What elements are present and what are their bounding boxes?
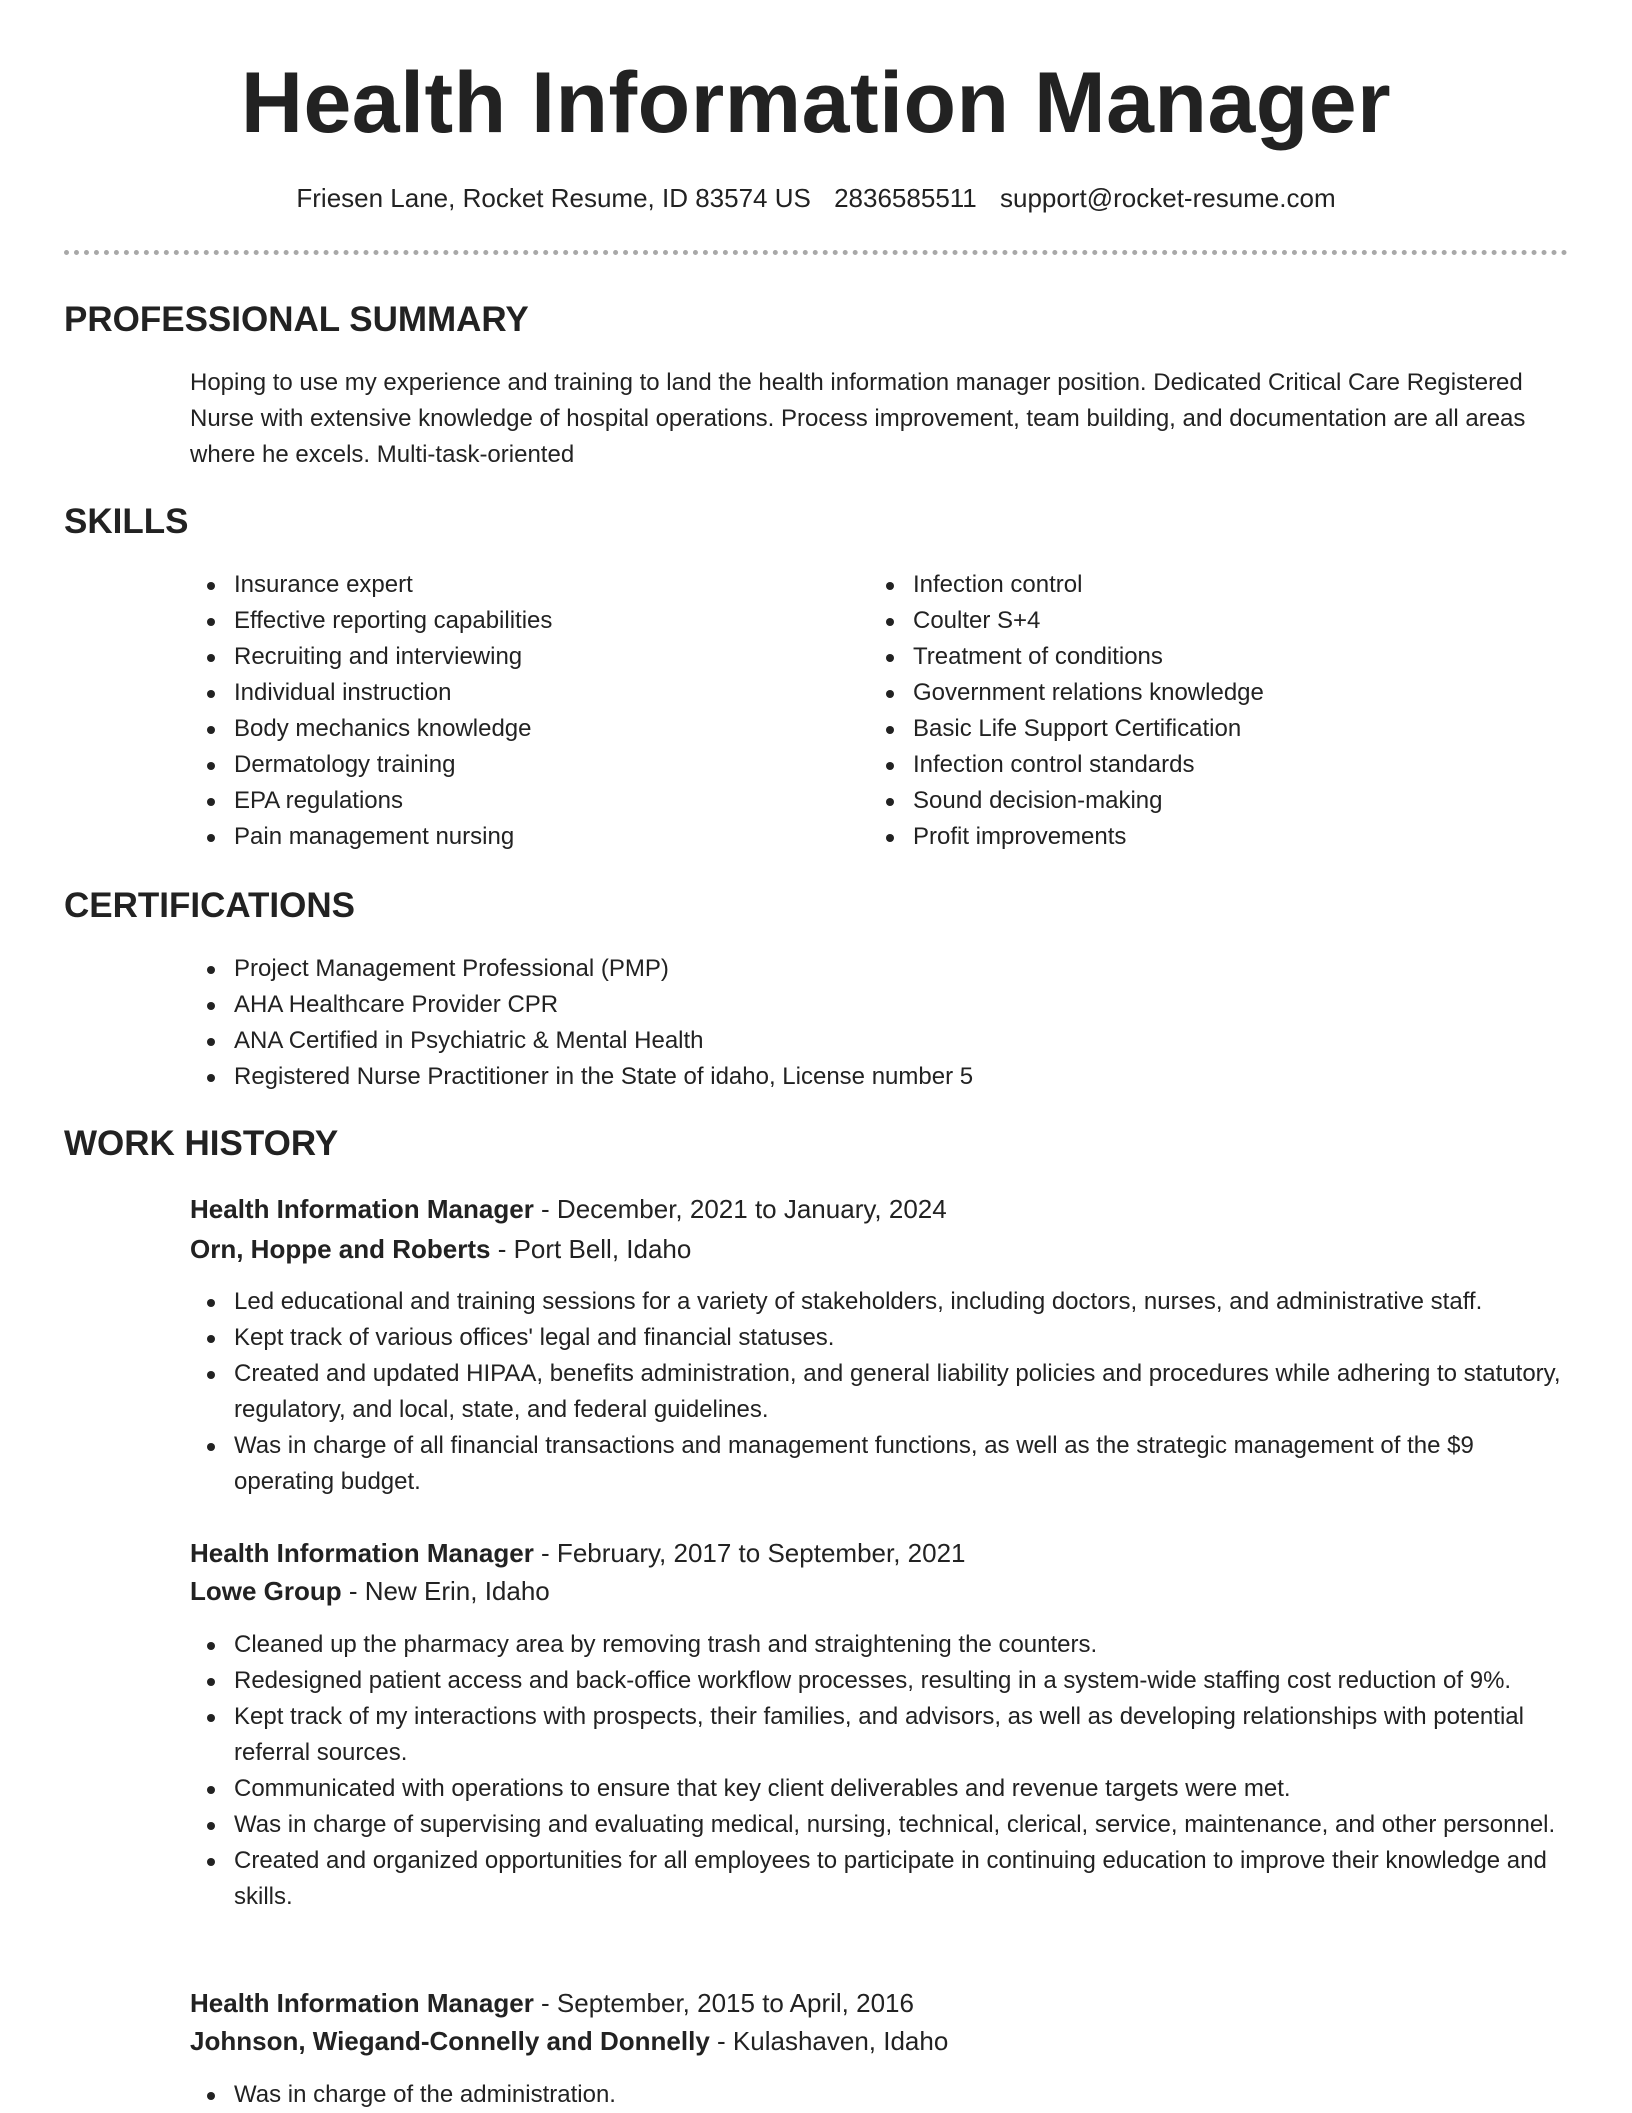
job-bullet: Created and updated HIPAA, benefits administration, and general liability policies and procedures while adhering to statutory, regulatory, and local, state, and federal guidelines. [234, 1356, 1580, 1428]
section-title-certifications: CERTIFICATIONS [64, 886, 356, 925]
job-title-line [190, 1984, 1570, 2022]
job-role: Health Information Manager [190, 1194, 534, 1224]
job-bullet: Was in charge of the administration. [234, 2077, 1580, 2113]
job-title-line [190, 1190, 1570, 1228]
section-title-work-history: WORK HISTORY [64, 1124, 339, 1163]
job-title-line [190, 1534, 1570, 1572]
contact-phone: 2836585511 [834, 183, 977, 213]
skill-item: Government relations knowledge [913, 675, 1509, 711]
job-bullet: Communicated with operations to ensure that key client deliverables and revenue targets were met. [234, 1771, 1580, 1807]
skill-item: Basic Life Support Certification [913, 711, 1509, 747]
skill-item: Body mechanics knowledge [234, 711, 830, 747]
job-bullet: Led educational and training sessions for a variety of stakeholders, including doctors, nurses, and administrative staff. [234, 1284, 1580, 1320]
skills-left-column [190, 567, 830, 855]
skills-right-list [869, 567, 1509, 855]
skill-item: Coulter S+4 [913, 603, 1509, 639]
certifications-block [190, 951, 1580, 1095]
skill-item: Pain management nursing [234, 819, 830, 855]
skill-item: Treatment of conditions [913, 639, 1509, 675]
job-company-line [190, 1572, 1570, 1610]
job-bullets [190, 1284, 1580, 1500]
job-location: - Kulashaven, Idaho [709, 2026, 949, 2056]
job-company: Johnson, Wiegand-Connelly and Donnelly [190, 2026, 710, 2056]
certification-item: Project Management Professional (PMP) [234, 951, 1580, 987]
certifications-list [190, 951, 1580, 1095]
job-location: - Port Bell, Idaho [490, 1234, 692, 1264]
header-divider [64, 250, 1568, 255]
skill-item: Recruiting and interviewing [234, 639, 830, 675]
job-bullet: Was in charge of all financial transactions and management functions, as well as the strategic management of the $9 operating budget. [234, 1428, 1580, 1500]
job-bullet: Cleaned up the pharmacy area by removing trash and straightening the counters. [234, 1627, 1580, 1663]
job-role: Health Information Manager [190, 1988, 534, 2018]
job-bullet: Kept track of various offices' legal and financial statuses. [234, 1320, 1580, 1356]
skill-item: Insurance expert [234, 567, 830, 603]
contact-email: support@rocket-resume.com [1000, 183, 1336, 213]
skill-item: EPA regulations [234, 783, 830, 819]
job-bullets [190, 2077, 1580, 2113]
job-dates: - February, 2017 to September, 2021 [533, 1538, 966, 1568]
job-bullet: Kept track of my interactions with prospects, their families, and advisors, as well as developing relationships with potential referral sources. [234, 1699, 1580, 1771]
skills-right-column [869, 567, 1509, 855]
skills-left-list [190, 567, 830, 855]
job-role: Health Information Manager [190, 1538, 534, 1568]
skill-item: Individual instruction [234, 675, 830, 711]
section-title-skills: SKILLS [64, 502, 189, 541]
certification-item: ANA Certified in Psychiatric & Mental Health [234, 1023, 1580, 1059]
contact-line [0, 178, 1632, 218]
job-company-line [190, 1230, 1570, 1268]
job-bullet: Redesigned patient access and back-office workflow processes, resulting in a system-wide staffing cost reduction of 9%. [234, 1663, 1580, 1699]
job-location: - New Erin, Idaho [341, 1576, 550, 1606]
job-bullet: Created and organized opportunities for all employees to participate in continuing education to improve their knowledge and skills. [234, 1843, 1580, 1915]
contact-address: Friesen Lane, Rocket Resume, ID 83574 US [296, 183, 811, 213]
summary-text: Hoping to use my experience and training to land the health information manager position. Dedicated Critical Care Registered Nurse with extensive knowledge of hospital operations. Process improvement, team building, and documentation are all areas where he excels. Multi-task-oriented [190, 369, 1526, 468]
job-bullets [190, 1627, 1580, 1915]
job-company: Lowe Group [190, 1576, 342, 1606]
section-title-summary: PROFESSIONAL SUMMARY [64, 300, 529, 339]
job-bullets-block [190, 1627, 1580, 1915]
job-bullet: Was in charge of supervising and evaluating medical, nursing, technical, clerical, service, maintenance, and other personnel. [234, 1807, 1580, 1843]
certification-item: AHA Healthcare Provider CPR [234, 987, 1580, 1023]
skill-item: Infection control [913, 567, 1509, 603]
skill-item: Infection control standards [913, 747, 1509, 783]
skill-item: Effective reporting capabilities [234, 603, 830, 639]
job-company: Orn, Hoppe and Roberts [190, 1234, 491, 1264]
job-company-line [190, 2022, 1570, 2060]
job-dates: - December, 2021 to January, 2024 [533, 1194, 947, 1224]
resume-name-heading: Health Information Manager [240, 55, 1392, 151]
job-bullets-block [190, 1284, 1580, 1500]
job-dates: - September, 2015 to April, 2016 [533, 1988, 914, 2018]
certification-item: Registered Nurse Practitioner in the State of idaho, License number 5 [234, 1059, 1580, 1095]
job-bullets-block [190, 2077, 1580, 2113]
skill-item: Profit improvements [913, 819, 1509, 855]
skill-item: Dermatology training [234, 747, 830, 783]
skill-item: Sound decision-making [913, 783, 1509, 819]
